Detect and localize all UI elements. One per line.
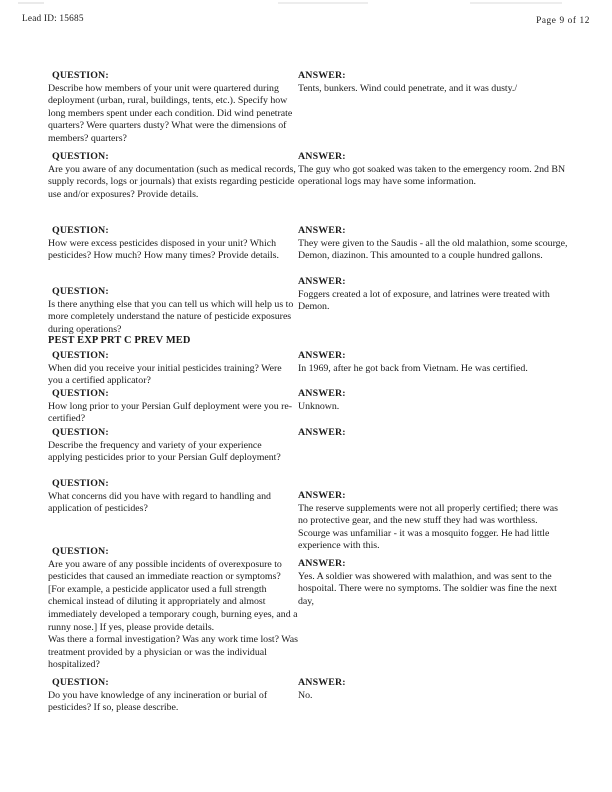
question-label: QUESTION: (52, 388, 109, 399)
answer-block (298, 151, 570, 189)
question-text: When did you receive your initial pesticides training? Were you a certified applicator? (48, 362, 282, 387)
question-block (48, 350, 298, 388)
question-block (48, 388, 298, 426)
answer-text: Yes. A soldier was showered with malathion, and was sent to the hospoital. There were no symptoms. The soldier was fine the next day, (298, 570, 557, 607)
answer-text: Unknown. (298, 400, 340, 412)
answer-label: ANSWER: (298, 490, 346, 501)
question-label: QUESTION: (52, 350, 109, 361)
question-text: Do you have knowledge of any incineration or burial of pesticides? If so, please describe. (48, 689, 268, 714)
answer-text: The guy who got soaked was taken to the emergency room. 2nd BN operational logs may have some information. (298, 163, 566, 188)
question-label: QUESTION: (52, 225, 109, 236)
answer-text: Tents, bunkers. Wind could penetrate, and it was dusty./ (298, 82, 518, 94)
question-text: Are you aware of any possible incidents of overexposure to pesticides that caused an immediate reaction or symptoms? [For example, a pesticide applicator used a full strength chemical instead of diluting it appropriately and almost immediately developed a temporary cough, burning eyes, and a runny nose.] If yes, please provide details. (48, 558, 298, 633)
lead-id: Lead ID: 15685 (22, 14, 84, 24)
question-block (48, 151, 298, 201)
answer-block (298, 225, 570, 263)
answer-label: ANSWER: (298, 427, 346, 438)
answer-label: ANSWER: (298, 276, 346, 287)
answer-text: The reserve supplements were not all properly certified; there was no protective gear, and the new stuff they had was worthless. Scourge was unfamiliar - it was a mosquito fogger. He had little experience with this. (298, 502, 558, 552)
answer-block (298, 427, 570, 440)
question-label: QUESTION: (52, 546, 109, 557)
answer-label: ANSWER: (298, 225, 346, 236)
answer-block (298, 490, 570, 553)
section-heading: PEST EXP PRT C PREV MED (48, 335, 191, 346)
question-text-continued: Was there a formal investigation? Was any work time lost? Was treatment provided by a physician or was the individual hospitalized? (48, 634, 298, 671)
scan-artifact (278, 2, 368, 4)
question-label: QUESTION: (52, 427, 109, 438)
answer-block (298, 70, 570, 95)
answer-text: No. (298, 689, 313, 701)
question-block (48, 546, 298, 672)
question-label: QUESTION: (52, 70, 109, 81)
question-block (48, 286, 298, 336)
answer-label: ANSWER: (298, 388, 346, 399)
page-header (22, 14, 590, 28)
question-label: QUESTION: (52, 478, 109, 489)
question-text: Describe how members of your unit were quartered during deployment (urban, rural, buildings, tents, etc.). Specify how long members spent under each condition. Did wind penetrate quarters? Were quarters dusty? What were the dimensions of members? quarters? (48, 82, 293, 144)
answer-text: In 1969, after he got back from Vietnam. He was certified. (298, 362, 528, 374)
answer-label: ANSWER: (298, 558, 346, 569)
answer-label: ANSWER: (298, 677, 346, 688)
answer-block (298, 558, 570, 608)
answer-label: ANSWER: (298, 151, 346, 162)
question-block (48, 677, 298, 715)
question-text: How long prior to your Persian Gulf deployment were you re-certified? (48, 400, 292, 425)
question-text: What concerns did you have with regard to handling and application of pesticides? (48, 490, 271, 515)
scan-artifact (470, 2, 562, 4)
question-text: Are you aware of any documentation (such as medical records, supply records, logs or journals) that exists regarding pesticide use and/or exposures? Provide details. (48, 163, 296, 200)
question-text: Describe the frequency and variety of your experience applying pesticides prior to your Persian Gulf deployment? (48, 439, 281, 464)
question-block (48, 427, 298, 465)
section-heading-block (48, 334, 298, 347)
question-label: QUESTION: (52, 151, 109, 162)
scan-artifact (18, 2, 44, 4)
question-block (48, 478, 298, 516)
answer-label: ANSWER: (298, 70, 346, 81)
question-block (48, 70, 298, 146)
question-text: Is there anything else that you can tell us which will help us to more completely understand the nature of pesticide exposures during operations? (48, 298, 294, 335)
answer-label: ANSWER: (298, 350, 346, 361)
answer-text: They were given to the Saudis - all the old malathion, some scourge, Demon, diazinon. This amounted to a couple hundred gallons. (298, 237, 568, 262)
question-label: QUESTION: (52, 286, 109, 297)
answer-text: Foggers created a lot of exposure, and latrines were treated with Demon. (298, 288, 550, 313)
answer-block (298, 350, 570, 375)
question-block (48, 225, 298, 263)
answer-block (298, 677, 570, 702)
answer-block (298, 388, 570, 413)
page-number: Page 9 of 12 (536, 16, 590, 26)
question-text: How were excess pesticides disposed in your unit? Which pesticides? How much? How many times? Provide details. (48, 237, 279, 262)
question-label: QUESTION: (52, 677, 109, 688)
answer-block (298, 276, 570, 314)
